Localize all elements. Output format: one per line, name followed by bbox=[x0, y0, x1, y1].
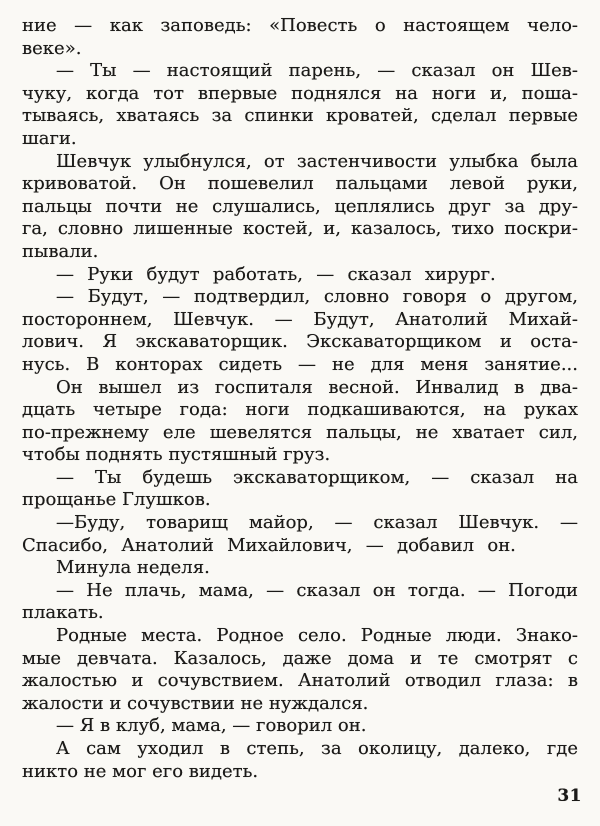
text-line: га, словно лишенные костей, и, казалось, тихо поскри- bbox=[22, 218, 578, 240]
text-line: Родные места. Родное село. Родные люди. Знако- bbox=[56, 625, 578, 647]
text-block bbox=[22, 15, 578, 783]
text-line: — Я в клуб, мама, — говорил он. bbox=[56, 715, 367, 737]
text-line: Шевчук улыбнулся, от застенчивости улыбка была bbox=[56, 150, 578, 172]
text-line: чуку, когда тот впервые поднялся на ноги и, поша- bbox=[22, 82, 578, 104]
page-number: 31 bbox=[557, 786, 582, 806]
text-line: жалостью и сочувствием. Анатолий отводил глаза: в bbox=[22, 670, 578, 692]
text-line: плакать. bbox=[22, 602, 104, 624]
text-line: пывали. bbox=[22, 240, 99, 262]
text-line: — Ты — настоящий парень, — сказал он Шев- bbox=[56, 60, 578, 82]
text-line: — Будут, — подтвердил, словно говоря о другом, bbox=[56, 286, 578, 308]
text-line: — Не плачь, мама, — сказал он тогда. — Погоди bbox=[56, 579, 578, 601]
text-line: жалости и сочувствии не нуждался. bbox=[22, 692, 369, 714]
text-line: шаги. bbox=[22, 127, 77, 149]
text-line: тываясь, хватаясь за спинки кроватей, сделал первые bbox=[22, 105, 578, 127]
text-line: — Ты будешь экскаваторщиком, — сказал на bbox=[56, 466, 578, 488]
text-line: —Буду, товарищ майор, — сказал Шевчук. — bbox=[56, 512, 578, 534]
text-line: постороннем, Шевчук. — Будут, Анатолий Михай- bbox=[22, 308, 578, 330]
text-line: пальцы почти не слушались, цеплялись друг за дру- bbox=[22, 195, 578, 217]
text-line: мые девчата. Казалось, даже дома и те смотрят с bbox=[22, 647, 578, 669]
text-line: никто не мог его видеть. bbox=[22, 760, 259, 782]
text-line: Спасибо, Анатолий Михайлович, — добавил он. bbox=[22, 534, 516, 556]
text-line: чтобы поднять пустяшный груз. bbox=[22, 444, 331, 466]
text-line: лович. Я экскаваторщик. Экскаваторщиком и оста- bbox=[22, 331, 578, 353]
text-line: прощанье Глушков. bbox=[22, 489, 211, 511]
text-line: веке». bbox=[22, 37, 82, 59]
text-line: нусь. В конторах сидеть — не для меня занятие... bbox=[22, 353, 578, 375]
text-line: кривоватой. Он пошевелил пальцами левой руки, bbox=[22, 173, 578, 195]
text-line: дцать четыре года: ноги подкашиваются, на руках bbox=[22, 399, 578, 421]
text-line: А сам уходил в степь, за околицу, далеко, где bbox=[56, 738, 578, 759]
text-line: Минула неделя. bbox=[56, 557, 210, 579]
text-line: Он вышел из госпиталя весной. Инвалид в два- bbox=[56, 376, 578, 398]
text-line: ние — как заповедь: «Повесть о настоящем чело- bbox=[22, 15, 578, 36]
text-line: по-прежнему еле шевелятся пальцы, не хватает сил, bbox=[22, 421, 578, 443]
text-line: — Руки будут работать, — сказал хирург. bbox=[56, 263, 496, 285]
